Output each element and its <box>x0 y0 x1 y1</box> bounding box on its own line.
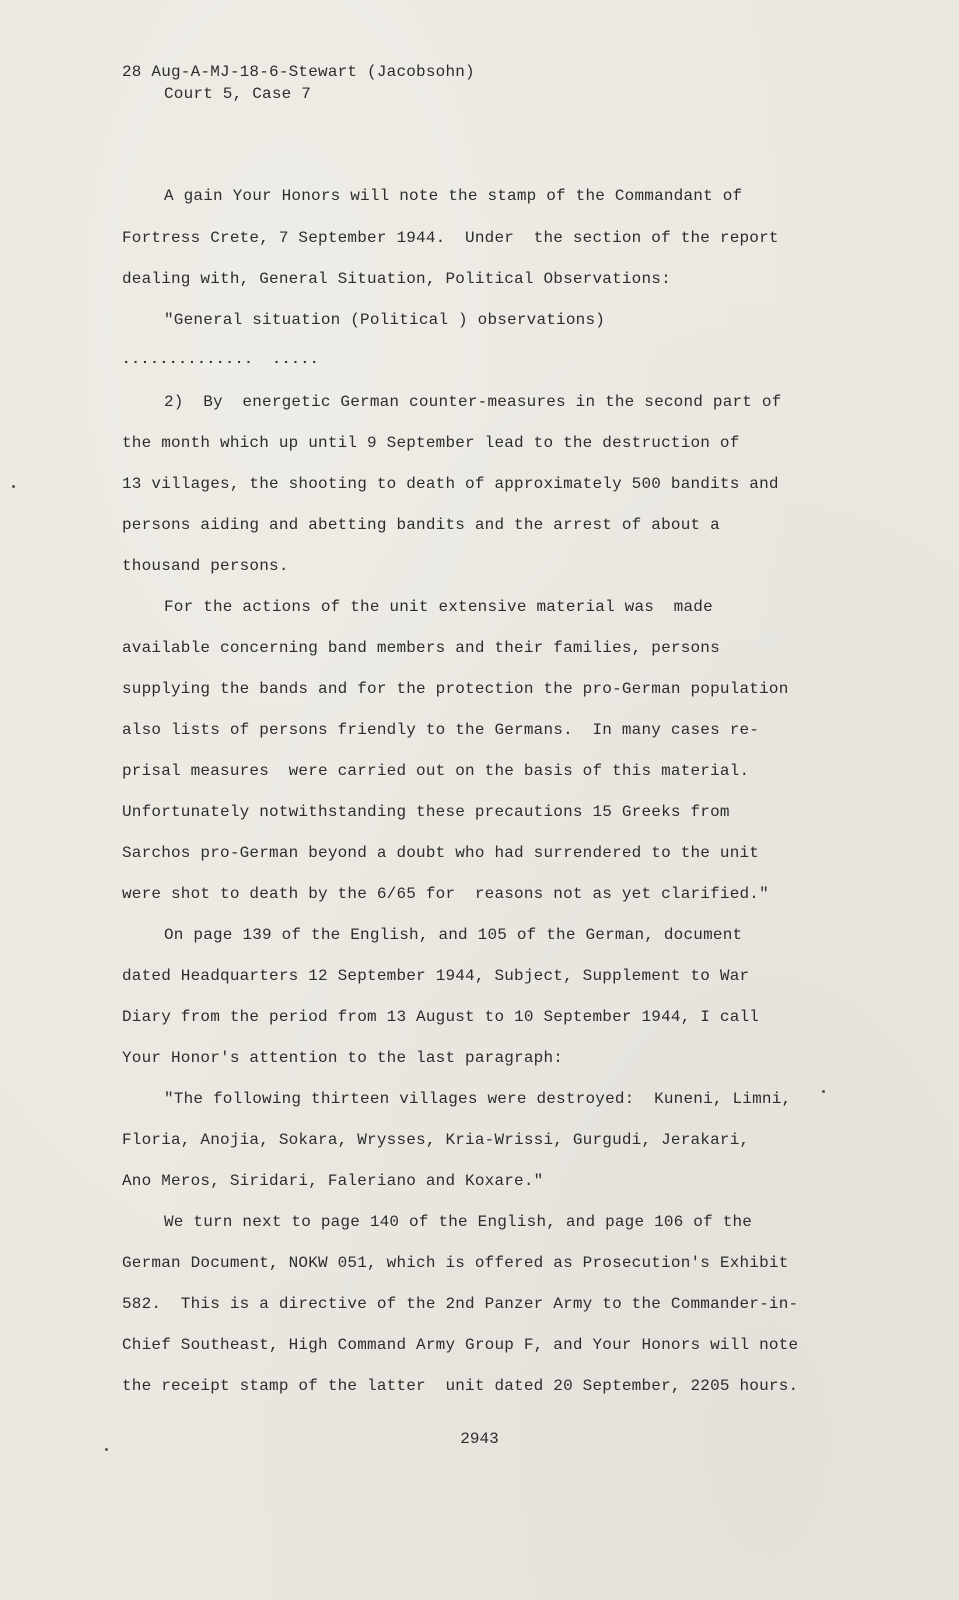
body-line: Your Honor's attention to the last paragraph: <box>122 1049 564 1067</box>
header-line-2: Court 5, Case 7 <box>164 85 312 103</box>
body-line: available concerning band members and their families, persons <box>122 639 720 657</box>
body-line: also lists of persons friendly to the Germans. In many cases re- <box>122 721 760 739</box>
body-line: were shot to death by the 6/65 for reasons not as yet clarified." <box>122 885 769 903</box>
body-line: 13 villages, the shooting to death of approximately 500 bandits and <box>122 475 779 493</box>
body-line: Chief Southeast, High Command Army Group F, and Your Honors will note <box>122 1336 799 1354</box>
body-line: Sarchos pro-German beyond a doubt who had surrendered to the unit <box>122 844 760 862</box>
body-line: We turn next to page 140 of the English, and page 106 of the <box>164 1213 753 1231</box>
margin-speck <box>12 485 15 488</box>
body-line: Diary from the period from 13 August to 10 September 1944, I call <box>122 1008 760 1026</box>
body-line: Unfortunately notwithstanding these precautions 15 Greeks from <box>122 803 730 821</box>
body-line: A gain Your Honors will note the stamp of the Commandant of <box>164 187 743 205</box>
body-line: supplying the bands and for the protection the pro-German population <box>122 680 789 698</box>
margin-speck <box>105 1448 108 1451</box>
body-line: On page 139 of the English, and 105 of the German, document <box>164 926 743 944</box>
body-line: 2) By energetic German counter-measures in the second part of <box>164 393 782 411</box>
body-line: German Document, NOKW 051, which is offered as Prosecution's Exhibit <box>122 1254 789 1272</box>
body-line: Ano Meros, Siridari, Faleriano and Koxare." <box>122 1172 544 1190</box>
body-line: Floria, Anojia, Sokara, Wrysses, Kria-Wrissi, Gurgudi, Jerakari, <box>122 1131 750 1149</box>
margin-speck <box>822 1090 825 1093</box>
body-line: dealing with, General Situation, Political Observations: <box>122 270 671 288</box>
ellipsis-line: .............. ..... <box>122 352 320 368</box>
body-line: the month which up until 9 September lead to the destruction of <box>122 434 740 452</box>
body-line: dated Headquarters 12 September 1944, Subject, Supplement to War <box>122 967 750 985</box>
body-line: persons aiding and abetting bandits and the arrest of about a <box>122 516 720 534</box>
body-line: 582. This is a directive of the 2nd Panzer Army to the Commander-in- <box>122 1295 799 1313</box>
body-line: "The following thirteen villages were destroyed: Kuneni, Limni, <box>164 1090 792 1108</box>
body-line: prisal measures were carried out on the basis of this material. <box>122 762 750 780</box>
body-line: For the actions of the unit extensive material was made <box>164 598 713 616</box>
body-line: the receipt stamp of the latter unit dated 20 September, 2205 hours. <box>122 1377 799 1395</box>
header-line-1: 28 Aug-A-MJ-18-6-Stewart (Jacobsohn) <box>122 63 475 81</box>
page-number: 2943 <box>460 1430 499 1448</box>
body-line: Fortress Crete, 7 September 1944. Under the section of the report <box>122 229 779 247</box>
body-line: "General situation (Political ) observations) <box>164 311 606 329</box>
body-line: thousand persons. <box>122 557 289 575</box>
